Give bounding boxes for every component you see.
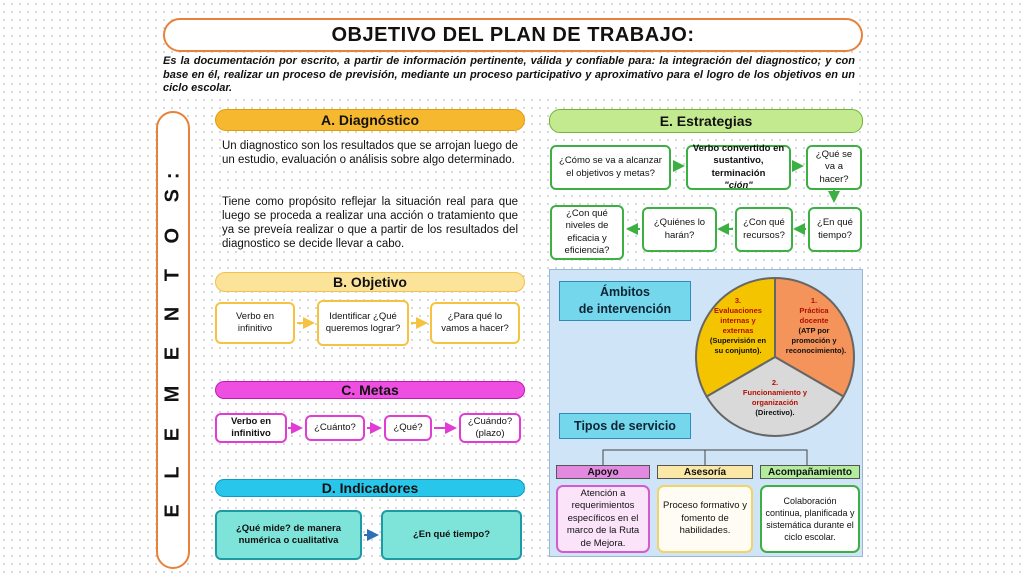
slice1-detail3: reconocimiento).	[785, 346, 847, 355]
slice3-line3: internas y	[720, 316, 756, 325]
slice3-detail2: su conjunto).	[714, 346, 762, 355]
diagnostico-paragraph-1: Un diagnostico son los resultados que se arrojan luego de un estudio, evaluación o análisis sobre algo determinado.	[222, 140, 518, 166]
tab-apoyo: Apoyo	[556, 465, 650, 479]
tab-asesoria: Asesoría	[657, 465, 753, 479]
indicadores-header: D. Indicadores	[215, 479, 525, 497]
tipos-connector-lines	[603, 450, 807, 466]
slice2-line3: organización	[751, 398, 799, 407]
indicadores-que-mide-box: ¿Qué mide? de manera numérica o cualitativa	[215, 510, 362, 560]
slice2-detail1: (Directivo).	[755, 408, 795, 417]
diagnostico-paragraph-2: Tiene como propósito reflejar la situación real para que luego se proceda a realizar una acción o tratamiento que ya se preveía realizar o que a partir de los resultados del diagnostico se decide llevar a cabo.	[222, 196, 518, 250]
slice3-detail1: (Supervisión en	[709, 336, 767, 345]
slice3-line4: externas	[722, 326, 754, 335]
slice1-detail1: (ATP por	[798, 326, 830, 335]
tipos-title: Tipos de servicio	[559, 413, 691, 439]
diagnostico-header: A. Diagnóstico	[215, 109, 525, 131]
objetivo-verbo-box: Verbo en infinitivo	[215, 302, 295, 344]
estrategias-recursos-box: ¿Con qué recursos?	[735, 207, 793, 252]
objetivo-para-que-box: ¿Para qué lo vamos a hacer?	[430, 302, 520, 344]
estrategias-tiempo-box: ¿En qué tiempo?	[808, 207, 862, 252]
slice2-line1: 2.	[771, 378, 779, 387]
indicadores-tiempo-box: ¿En qué tiempo?	[381, 510, 522, 560]
slice1-line1: 1.	[810, 296, 818, 305]
slice1-line3: docente	[799, 316, 829, 325]
elementos-text: E L E M E N T O S:	[161, 162, 184, 518]
estrategias-que-hacer-box: ¿Qué se va a hacer?	[806, 145, 862, 190]
tab-acompanamiento: Acompañamiento	[760, 465, 860, 479]
slice2-line2: Funcionamiento y	[742, 388, 808, 397]
ambitos-title-line2: de intervención	[578, 302, 672, 316]
objetivo-identificar-box: Identificar ¿Qué queremos lograr?	[317, 300, 409, 346]
slice1-line2: Práctica	[799, 306, 829, 315]
apoyo-card: Atención a requerimientos específicos en el marco de la Ruta de Mejora.	[556, 485, 650, 553]
estrategias-verbo-cion: "ción"	[724, 180, 753, 191]
metas-verbo-box: Verbo en infinitivo	[215, 413, 287, 443]
estrategias-niveles-box: ¿Con qué niveles de eficacia y eficiencia?	[550, 205, 624, 260]
metas-cuanto-box: ¿Cuánto?	[305, 415, 365, 441]
estrategias-quienes-box: ¿Quiénes lo harán?	[642, 207, 717, 252]
slice1-detail2: promoción y	[791, 336, 837, 345]
page-title: OBJETIVO DEL PLAN DE TRABAJO:	[163, 18, 863, 52]
metas-que-box: ¿Qué?	[384, 415, 432, 441]
metas-cuando-box: ¿Cuándo? (plazo)	[459, 413, 521, 443]
metas-header: C. Metas	[215, 381, 525, 399]
slice3-line2: Evaluaciones	[714, 306, 762, 315]
objetivo-header: B. Objetivo	[215, 272, 525, 292]
intro-text: Es la documentación por escrito, a partir de información pertinente, válida y confiable para: la integración del diagnostico; y con base en él, realizar un proceso de previsión, mediante un proceso participativo y aproximativo para el logro de los objetivos en un ciclo escolar.	[163, 55, 855, 94]
estrategias-verbo-box	[686, 142, 791, 191]
estrategias-como-box: ¿Cómo se va a alcanzar el objetivos y metas?	[550, 145, 671, 190]
estrategias-header: E. Estrategias	[549, 109, 863, 133]
ambitos-title-line1: Ámbitos	[600, 285, 650, 299]
acompanamiento-card: Colaboración continua, planificada y sistemática durante el ciclo escolar.	[760, 485, 860, 553]
ambitos-pie	[690, 272, 860, 442]
estrategias-verbo-text: Verbo convertido en sustantivo, terminación	[692, 142, 785, 179]
slice3-line1: 3.	[734, 296, 742, 305]
asesoria-card: Proceso formativo y fomento de habilidades.	[657, 485, 753, 553]
ambitos-title	[559, 281, 691, 321]
